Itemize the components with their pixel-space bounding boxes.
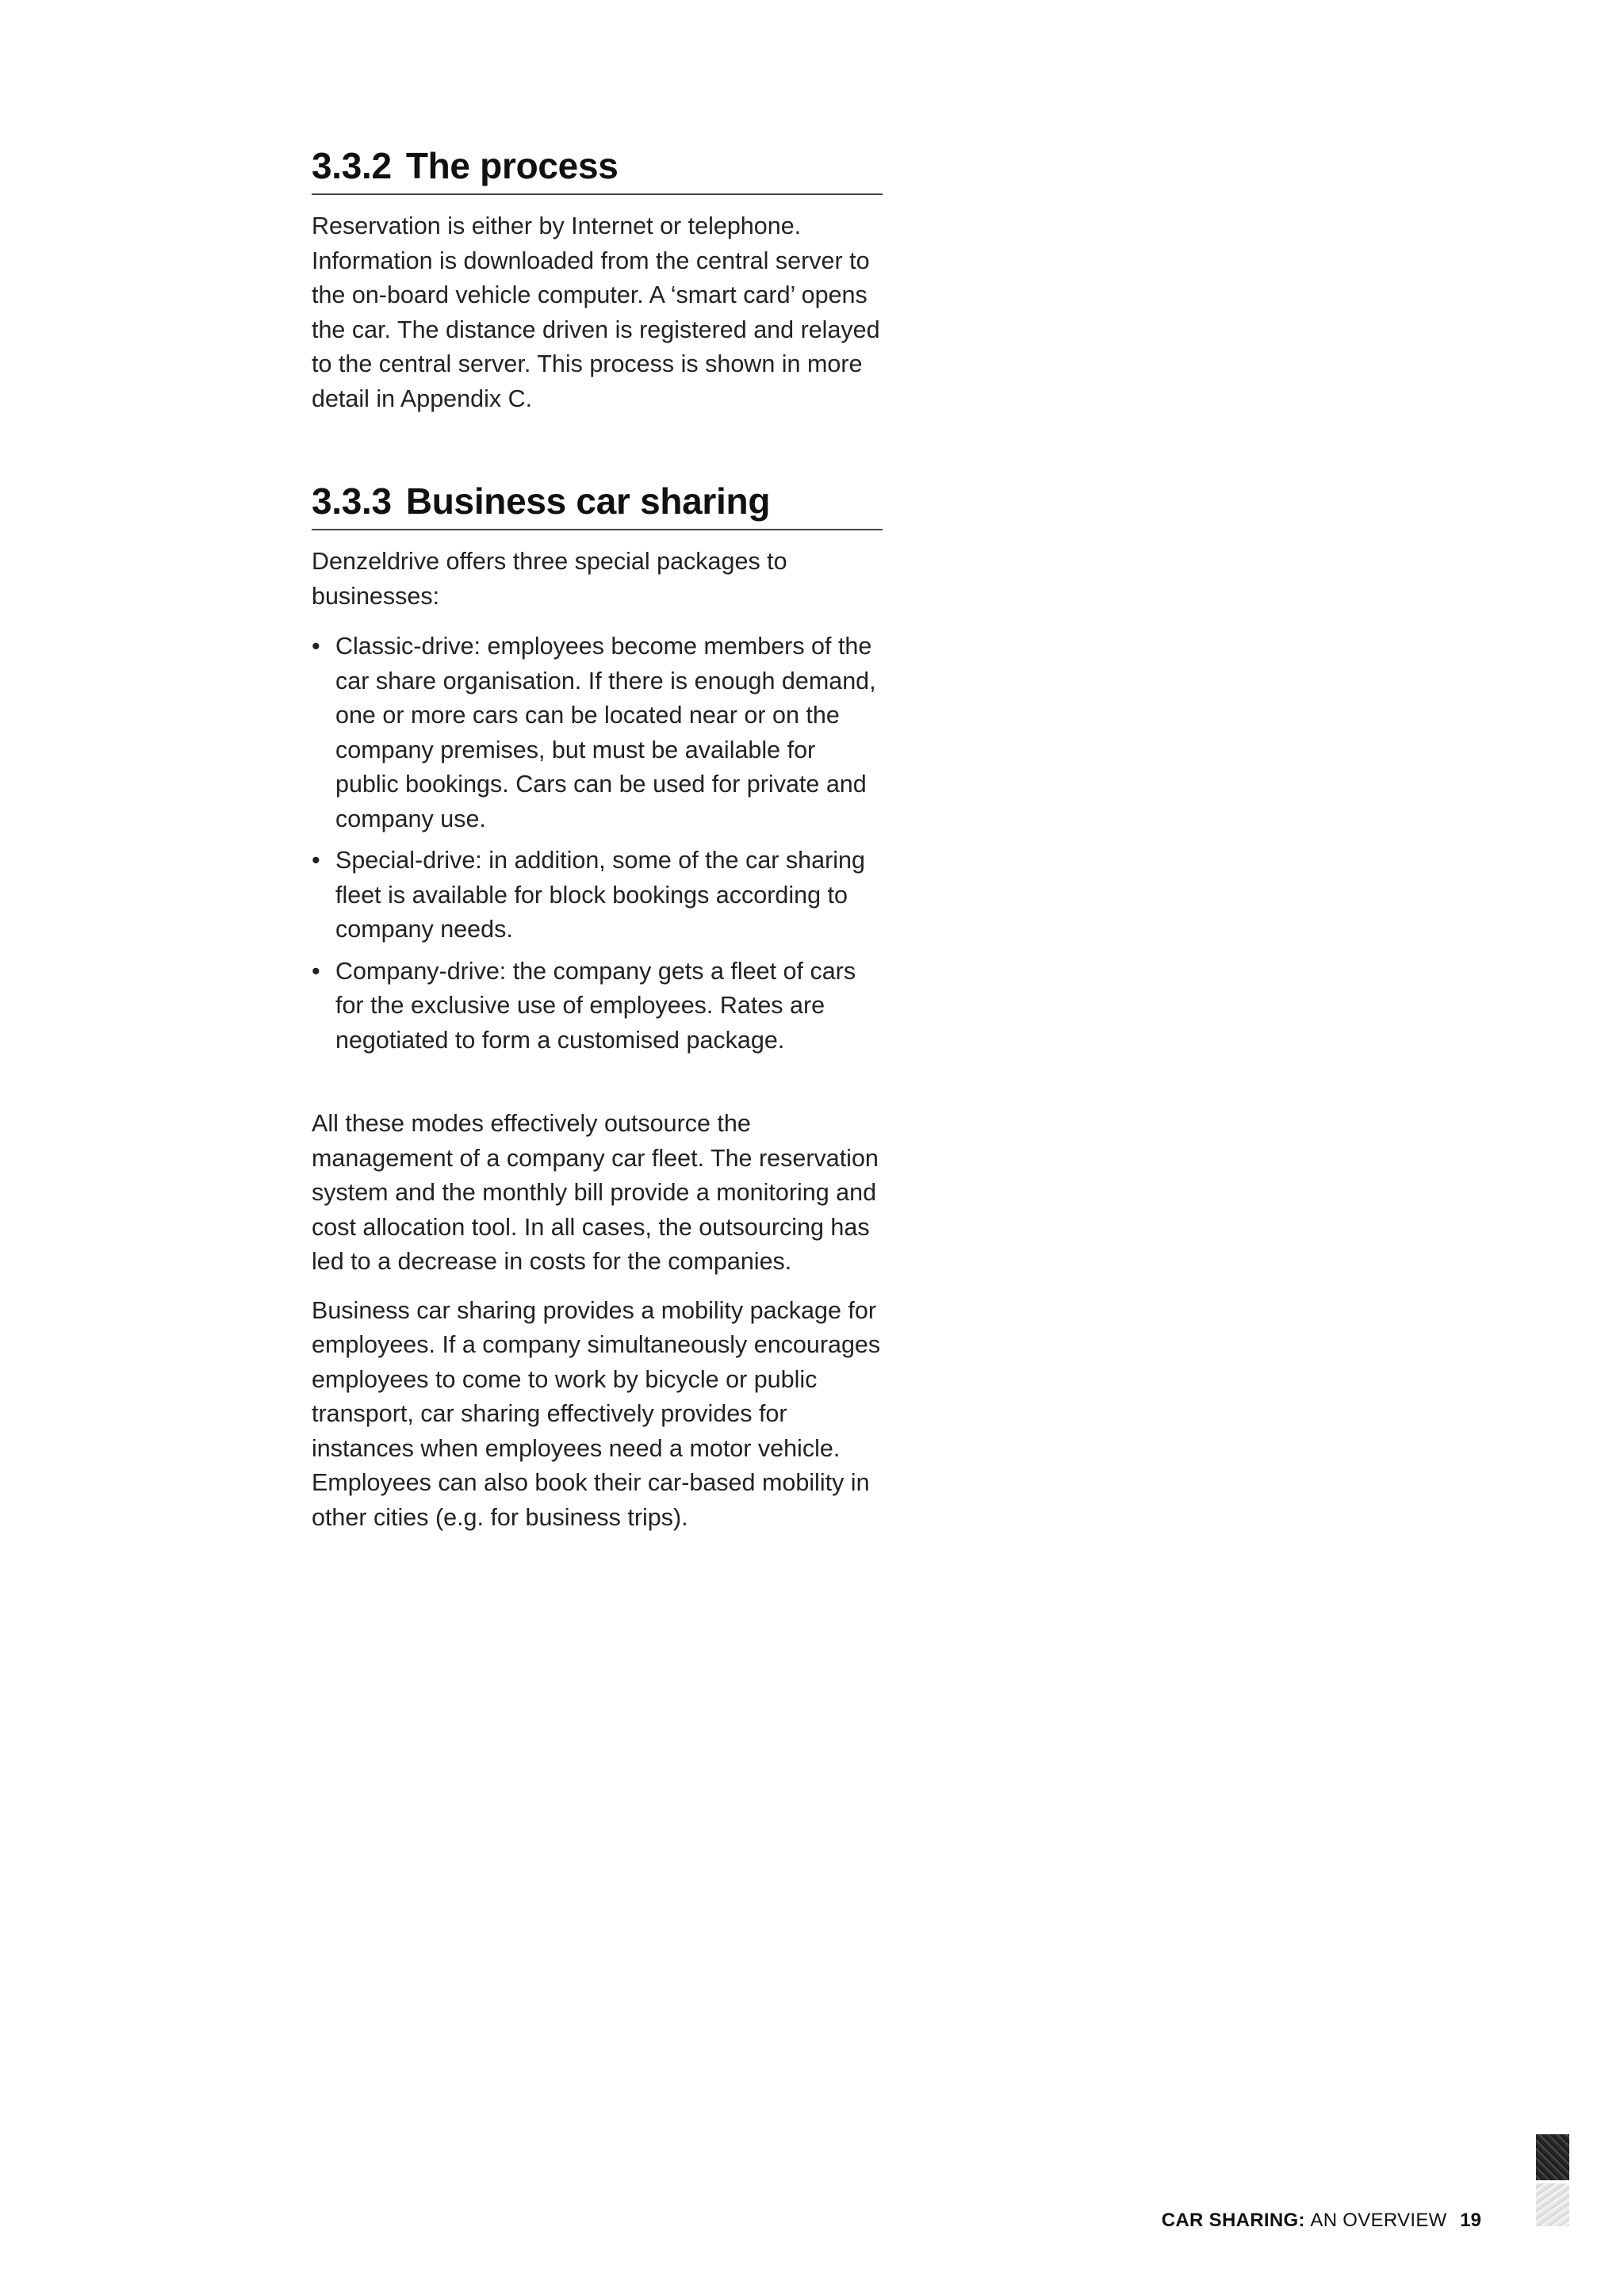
main-text-column — [312, 143, 883, 1535]
list-item — [312, 844, 883, 947]
section-title: The process — [405, 145, 619, 186]
decorative-texture-block-dark — [1536, 2134, 1569, 2180]
list-item-text: Classic-drive: employees become members of the car share organisation. If there is enough demand, one or more cars can be located near or on the company premises, but must be available for public bookings. Cars can be used for private and company use. — [335, 633, 876, 832]
list-item — [312, 629, 883, 836]
paragraph: Reservation is either by Internet or telephone. Information is downloaded from the central server to the on-board vehicle computer. A ‘smart card’ opens the car. The distance driven is registered and relayed to the central server. This process is shown in more detail in Appendix C. — [312, 212, 880, 412]
paragraph: Business car sharing provides a mobility package for employees. If a company simultaneously encourages employees to come to work by bicycle or public transport, car sharing effectively provides for instances when employees need a motor vehicle. Employees can also book their car-based mobility in other cities (e.g. for business trips). — [312, 1296, 881, 1531]
footer-title-bold: CAR SHARING: — [1161, 2210, 1305, 2231]
section-title: Business car sharing — [405, 480, 771, 522]
decorative-texture-block-light — [1536, 2183, 1569, 2226]
list-item-text: Company-drive: the company gets a fleet of cars for the exclusive use of employees. Rates are negotiated to form a customised package. — [335, 957, 856, 1054]
page-footer — [1162, 2209, 1481, 2233]
footer-title-rest: AN OVERVIEW — [1310, 2210, 1447, 2231]
page-number: 19 — [1460, 2210, 1481, 2231]
bullet-icon: • — [312, 957, 320, 985]
package-list — [312, 629, 883, 1058]
intro-paragraph: Denzeldrive offers three special packages to businesses: — [312, 548, 787, 610]
bullet-icon: • — [312, 847, 320, 874]
section-heading-process — [312, 143, 883, 195]
bullet-icon: • — [312, 633, 320, 660]
section-spacer — [312, 416, 883, 478]
section-heading-business-car-sharing — [312, 478, 883, 530]
paragraph: All these modes effectively outsource the management of a company car fleet. The reservation system and the monthly bill provide a monitoring and cost allocation tool. In all cases, the outsourcing has led to a decrease in costs for the companies. — [312, 1110, 879, 1275]
section-number: 3.3.3 — [312, 480, 392, 522]
list-item-text: Special-drive: in addition, some of the car sharing fleet is available for block bookings according to company needs. — [335, 847, 865, 943]
section-number: 3.3.2 — [312, 145, 392, 186]
list-item — [312, 955, 883, 1058]
